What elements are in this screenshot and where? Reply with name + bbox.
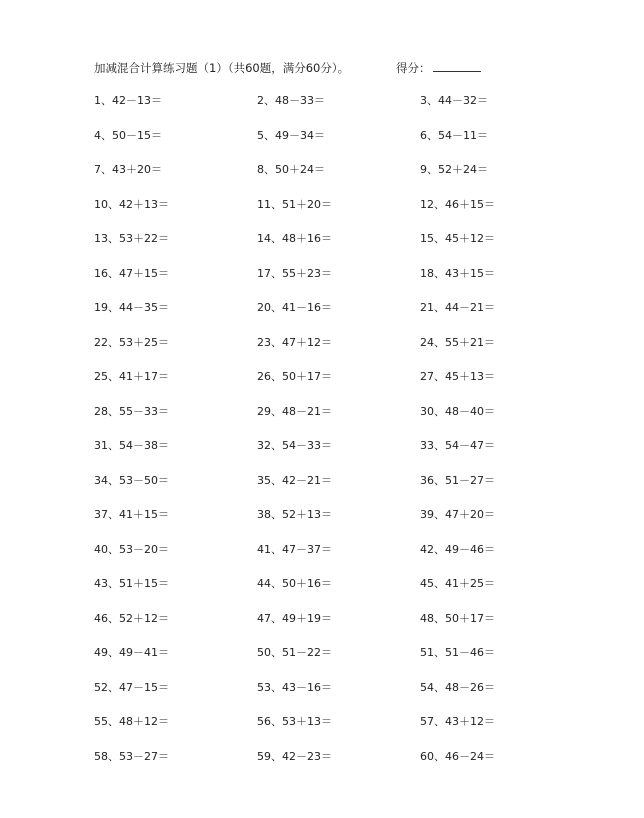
- question-57: 57、43＋12＝: [420, 715, 495, 728]
- score-field: [396, 58, 481, 78]
- question-24: 24、55＋21＝: [420, 335, 495, 349]
- question-35: 35、42－21＝: [257, 473, 332, 487]
- question-11: 11、51＋20＝: [257, 197, 332, 211]
- question-55: 55、48＋12＝: [94, 715, 169, 728]
- question-9: 9、52＋24＝: [420, 163, 488, 176]
- question-44: 44、50＋16＝: [257, 577, 332, 590]
- question-25: 25、41＋17＝: [94, 370, 169, 383]
- question-42: 42、49－46＝: [420, 542, 495, 556]
- question-38: 38、52＋13＝: [257, 508, 332, 521]
- question-39: 39、47＋20＝: [420, 508, 495, 521]
- question-53: 53、43－16＝: [257, 680, 332, 694]
- question-12: 12、46＋15＝: [420, 197, 495, 211]
- worksheet-title: 加减混合计算练习题（1）（共60题，满分60分）。: [94, 61, 350, 75]
- question-14: 14、48＋16＝: [257, 232, 332, 245]
- question-32: 32、54－33＝: [257, 439, 332, 452]
- question-51: 51、51－46＝: [420, 646, 495, 659]
- worksheet-header: [94, 58, 614, 78]
- question-26: 26、50＋17＝: [257, 370, 332, 383]
- question-36: 36、51－27＝: [420, 473, 495, 487]
- question-5: 5、49－34＝: [257, 128, 325, 142]
- question-3: 3、44－32＝: [420, 94, 488, 107]
- question-31: 31、54－38＝: [94, 439, 169, 452]
- question-56: 56、53＋13＝: [257, 715, 332, 728]
- question-52: 52、47－15＝: [94, 680, 169, 694]
- question-10: 10、42＋13＝: [94, 197, 169, 211]
- question-58: 58、53－27＝: [94, 749, 169, 763]
- question-8: 8、50＋24＝: [257, 163, 325, 176]
- question-30: 30、48－40＝: [420, 404, 495, 418]
- question-48: 48、50＋17＝: [420, 611, 495, 625]
- question-22: 22、53＋25＝: [94, 335, 169, 349]
- question-45: 45、41＋25＝: [420, 577, 495, 590]
- question-59: 59、42－23＝: [257, 749, 332, 763]
- question-28: 28、55－33＝: [94, 404, 169, 418]
- question-18: 18、43＋15＝: [420, 266, 495, 280]
- question-19: 19、44－35＝: [94, 301, 169, 314]
- question-50: 50、51－22＝: [257, 646, 332, 659]
- question-27: 27、45＋13＝: [420, 370, 495, 383]
- question-15: 15、45＋12＝: [420, 232, 495, 245]
- question-7: 7、43＋20＝: [94, 163, 162, 176]
- question-41: 41、47－37＝: [257, 542, 332, 556]
- question-4: 4、50－15＝: [94, 128, 162, 142]
- question-grid: [94, 91, 574, 781]
- question-1: 1、42－13＝: [94, 94, 162, 107]
- score-blank: [433, 59, 481, 72]
- question-20: 20、41－16＝: [257, 301, 332, 314]
- question-60: 60、46－24＝: [420, 749, 495, 763]
- question-6: 6、54－11＝: [420, 128, 488, 142]
- question-40: 40、53－20＝: [94, 542, 169, 556]
- question-23: 23、47＋12＝: [257, 335, 332, 349]
- question-17: 17、55＋23＝: [257, 266, 332, 280]
- question-54: 54、48－26＝: [420, 680, 495, 694]
- question-49: 49、49－41＝: [94, 646, 169, 659]
- question-13: 13、53＋22＝: [94, 232, 169, 245]
- question-47: 47、49＋19＝: [257, 611, 332, 625]
- question-16: 16、47＋15＝: [94, 266, 169, 280]
- question-46: 46、52＋12＝: [94, 611, 169, 625]
- question-34: 34、53－50＝: [94, 473, 169, 487]
- question-33: 33、54－47＝: [420, 439, 495, 452]
- score-label: 得分：: [396, 61, 431, 75]
- question-21: 21、44－21＝: [420, 301, 495, 314]
- question-2: 2、48－33＝: [257, 94, 325, 107]
- question-37: 37、41＋15＝: [94, 508, 169, 521]
- question-29: 29、48－21＝: [257, 404, 332, 418]
- question-43: 43、51＋15＝: [94, 577, 169, 590]
